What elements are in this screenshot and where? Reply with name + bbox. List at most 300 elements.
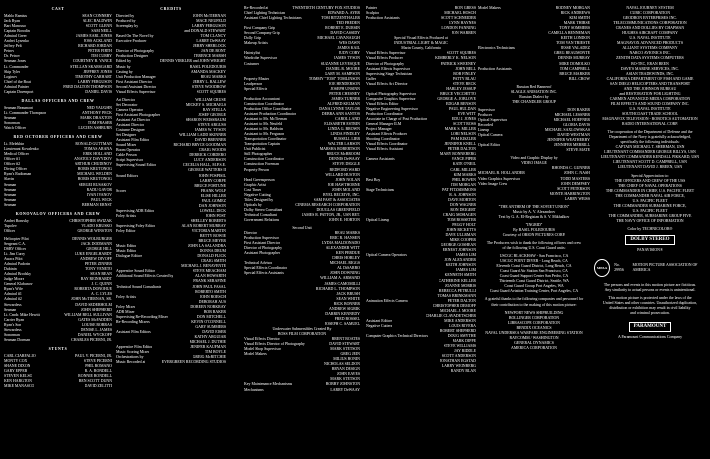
credit-name: JENIFER KAUFMAN <box>190 345 226 350</box>
credit-name: BRUCE MEYER <box>198 239 226 244</box>
section-heading: CAST <box>51 7 65 11</box>
centered-credit-line: THE COMMANDER SUBMARINE FORCE, <box>613 203 687 208</box>
credit-name: JOHN DOWNING <box>330 271 360 276</box>
credit-role: Construction Coordinator <box>244 157 284 162</box>
credit-role: Head Greensperson <box>244 177 275 182</box>
credit-name: PAUL V. PICERNI, JR. <box>75 353 112 358</box>
centered-credit-line: BENDIX OCEANICS <box>516 325 552 330</box>
credit-name: PAM KISZLER <box>450 137 476 142</box>
credit-name: JACK DODMANN <box>80 241 112 246</box>
credit-role: Bart Mancuso <box>4 24 26 29</box>
credit-name: GREIG McRITCHIE <box>192 355 226 360</box>
credit-role: Model Makers <box>244 352 267 357</box>
credit-name: BRUCE VECCHITTO <box>440 91 476 96</box>
credit-name: LARRY FERGUSON <box>191 24 226 29</box>
credit-role: Screenplay by <box>116 24 139 29</box>
credit-name: JOHN NOLAN <box>335 177 360 182</box>
credit-name: TOM CAMPBELL <box>559 66 590 71</box>
credit-name: CHRISTOPHER DEMOFF <box>432 303 476 308</box>
credit-role: Stage Technicians <box>366 187 395 192</box>
credit-name: MIKE ANDERSON <box>444 318 476 323</box>
centered-credit-line: U.S. NAVAL INSTITUTE <box>629 106 671 111</box>
credit-role: Captain Davenport <box>4 89 34 94</box>
credit-role: Music by <box>116 64 131 69</box>
credit-name: PAUL WICK <box>91 197 112 202</box>
credit-name: ANDREW SIGRIK <box>329 306 360 311</box>
centered-credit-line: and criminal prosecution. <box>630 311 670 316</box>
credit-row <box>4 384 112 389</box>
credit-role: Jeffrey Pelt <box>4 44 22 49</box>
credit-name: TOM CLANCY <box>200 34 226 39</box>
credit-role: Costumer <box>244 61 260 66</box>
credit-name: DAVID SEDERHOLM <box>75 302 112 307</box>
credit-name: SUZANNE LEVESQUE <box>320 61 360 66</box>
credit-name: ALEC BALDWIN <box>82 19 112 24</box>
credit-role: Lt. Commander Thompson <box>4 110 47 115</box>
credit-name: JOHN MOLAND <box>332 187 360 192</box>
credit-name: STEVE PICERNI <box>83 359 112 363</box>
mpaa-label: MOTION PICTURE ASSOCIATION OF AMERICA <box>632 263 698 273</box>
centered-credit-line: LIEUTENANT COMMANDER KENDALL PIKKARD, USN <box>600 155 700 160</box>
centered-credit-line: CUBIC CORPORATION <box>629 11 671 16</box>
centered-credit-line: RAYCOMM / WASHINGTON <box>509 335 559 340</box>
credit-name: LOWELL DICK <box>199 208 226 213</box>
credit-role: CARL CIARFALIO <box>4 353 36 358</box>
credit-name: JOSEF GEORGE <box>198 112 226 117</box>
credit-role: Skip Tyler <box>4 69 21 74</box>
credit-name: SEAN WHITE <box>336 296 360 301</box>
centered-credit-line: CAPTAIN MICHAEL T. SHERMAN, USN <box>615 145 685 150</box>
credit-name: TOMMY "TOM" TOMLINSON <box>308 76 360 81</box>
credit-role: Video Image Crew <box>478 181 508 186</box>
credit-name: PAT FITZSIMMONS <box>442 187 476 192</box>
credit-role: Supervising Re-Recording Mixer <box>116 314 168 319</box>
credit-role: Admiral #1 <box>4 292 22 297</box>
centered-credit-line: THE OFFICERS AND CREW OF THE USS <box>614 178 686 183</box>
credit-name: CAMELLA RENNEMAN <box>548 31 590 36</box>
credit-name: JOHN LA SALANDRA <box>187 244 226 249</box>
credit-name: STEVE MATE <box>566 148 590 153</box>
credit-name: JOHN PAUL FASAL <box>192 284 226 289</box>
credit-role: Wardrobe Supervisor <box>244 56 278 61</box>
credit-name: DERRICK CORDERO <box>189 153 226 158</box>
credit-role: Model Makers <box>478 6 501 10</box>
credit-name: KIM MARKS <box>453 172 476 177</box>
credit-name: JOE HAWTHORNE <box>327 182 360 187</box>
centered-credit-line: Courtesy of ORION PICTURES CORP. <box>502 232 566 237</box>
credit-name: ROBERT SHEPHERD <box>439 329 476 333</box>
credit-role: First Assistant Director <box>116 79 153 84</box>
centered-credit-line: LIEUTENANT DAVID J. BREEN, USN <box>617 165 683 170</box>
centered-credit-line: AND THE JOHNSON BUREAU <box>623 86 677 91</box>
credit-role: Production Assistants <box>478 66 512 71</box>
credit-name: LYNN HAYNES <box>449 21 476 26</box>
credit-name: PATRICK SWEENEY <box>440 61 476 66</box>
centered-credit-line: MAGNAVOX ADVANCED PRODUCTS <box>616 41 683 46</box>
credit-name: RAY STELLA <box>202 107 226 112</box>
credit-name: BERMAN ERNST <box>82 202 112 207</box>
credit-name: MICHAEL J. MOORE <box>439 308 476 313</box>
credit-name: PHIL ROMANO <box>85 364 112 369</box>
credit-role: Set Decorator <box>116 102 138 107</box>
centered-credit-line: Special Visual Effects Produced at <box>394 36 448 41</box>
credit-role: Optical Lineup <box>366 217 390 222</box>
credit-name: PETER ZINNER <box>84 262 112 267</box>
credit-role: Lieutenant Kovalenko <box>4 147 39 152</box>
credit-role: Best Boy <box>366 177 381 182</box>
credit-name: DENNIS WOLBURGER <box>72 236 112 241</box>
credit-name: RUSSELL LIEB <box>333 137 360 142</box>
credit-role: Property Master <box>244 76 270 81</box>
credit-role: Stewardess <box>4 302 22 307</box>
credit-name: BOBBY JOHNSTON <box>325 382 360 387</box>
credit-role: Supervising Foley Editor <box>116 223 156 228</box>
credit-name: DANIEL WYCKOFF <box>77 332 112 337</box>
credit-role: Ryan's Radioman <box>4 172 32 177</box>
credit-role: Production Office Coordinator <box>244 106 292 111</box>
section-heading: DALLAS OFFICERS AND CREW <box>21 98 95 103</box>
credit-name: EDGAR BENSON <box>446 101 476 106</box>
credit-role: Assistant to Mr. Ferguson <box>244 132 285 137</box>
credit-name: BORIS KRUTONOG <box>77 177 112 182</box>
credit-role: Special Effects Assistants <box>244 271 284 276</box>
credit-name: WILLIAM LADD SKINNER <box>179 133 226 138</box>
credit-role: Second Assistant Director <box>116 84 157 89</box>
spacer <box>4 131 112 134</box>
credit-role: MIKE MANASCO <box>4 384 35 389</box>
credit-role: Assistant Editors <box>366 318 393 323</box>
credit-name: EDWARD A. AYER <box>327 11 360 16</box>
credit-name: MARK STETSON <box>330 347 360 352</box>
credit-name: TIM MORGAN <box>450 182 476 187</box>
centered-credit-line: NEWPORT NEWS SHIPBUILDING <box>504 310 564 315</box>
credit-role: Production Assistants <box>366 16 400 21</box>
credit-role: Costume Designer <box>116 128 145 133</box>
credit-name: JUDY CORY <box>338 51 360 56</box>
credit-name: ERIK HOLLAND <box>83 152 112 157</box>
centered-credit-line: NARCO AVIONICS INC. <box>629 51 671 56</box>
credit-name: KEVIN O'CONNELL <box>191 319 226 324</box>
credits-column-6 <box>594 6 706 340</box>
credit-role: Carrier Ryan <box>4 317 25 322</box>
centered-credit-line: Russian Red Bannerof <box>516 84 552 89</box>
credit-role: Assistant to Mr. McTiernan <box>244 117 287 122</box>
credit-name: DOREEN NORKRAY <box>190 304 226 309</box>
credit-name: JOHN POSPISIL <box>198 173 226 178</box>
credit-role: Optical Editor <box>478 143 501 148</box>
credit-name: KIMBERLY K. NELSON <box>435 56 476 61</box>
centered-credit-line: THE CHIEF OF NAVAL OPERATIONS <box>618 183 682 188</box>
credit-role: Computer Graphics Technical Directors <box>366 334 428 339</box>
centered-credit-line: Video and Graphic Display by <box>510 156 558 161</box>
logo-icon: PARAMOUNT <box>629 322 672 332</box>
credit-name: LUCY ANDERSON <box>193 158 226 163</box>
credit-role: First Assistant Director <box>244 241 281 246</box>
credit-name: GEORGE HILL <box>86 247 112 252</box>
credit-role: Transportation Coordinator <box>244 137 287 142</box>
credit-name: BEAU MARKS <box>334 231 360 236</box>
credit-name: ALFRED KELMAN <box>327 101 360 106</box>
credit-name: FRED BOSSEL <box>334 316 360 321</box>
logo-block <box>594 235 706 245</box>
credit-name: J. C. QUINN <box>91 282 112 287</box>
credit-name: VANCE PIPER <box>451 157 476 162</box>
credit-name: AL DiSARRO <box>337 266 360 271</box>
credit-name: BRYAN DESIGN <box>331 367 360 372</box>
spacer <box>4 95 112 98</box>
credit-name: MICHAEL J. BENAVENTE <box>181 264 226 269</box>
credit-name: FRANK SERAFINE <box>193 279 226 284</box>
centered-credit-line: GEODRON ENTERPRISES INC. <box>623 16 677 21</box>
credit-name: HARLEY JESSUP <box>446 86 476 91</box>
credit-name: CRAIG WOODS <box>198 148 226 153</box>
section-heading: STUNTS <box>48 346 68 351</box>
credit-name: BRENT BOATES <box>331 337 360 342</box>
credit-name: LYDIA MALDONADO <box>322 241 360 246</box>
credit-role: Diving Officer <box>4 167 27 172</box>
credit-name: MONTE HARRINGTON <box>549 191 590 196</box>
credit-role: Dolby Stereo Consultant <box>244 207 283 212</box>
credit-role: Director of Photography <box>366 61 405 66</box>
credit-name: RICHARD JORDAN <box>78 44 112 49</box>
credit-role: Music Recorded at <box>116 360 146 365</box>
credit-name: BEDFORD WARD <box>329 167 360 172</box>
credit-role: Casting by <box>116 69 133 74</box>
centered-credit-line: NAVAL UNDERSEA WARFARE ENGINEERING STATION <box>485 330 583 335</box>
credit-name: LUCIEN ASHBURN <box>78 126 112 131</box>
credits-column-3 <box>244 6 360 393</box>
credit-name: REBECCA PETRULLI <box>438 288 476 293</box>
credit-role: Optical Supervisor <box>478 117 508 122</box>
credit-role: Seaman <box>4 202 17 207</box>
credit-name: GLORIA DAVIS <box>563 123 590 128</box>
centered-credit-line: GENERAL DYNAMICS <box>514 340 554 345</box>
credit-role: Executive Producer <box>116 39 147 44</box>
centered-credit-line: Music by A. V. Alexandrov <box>512 209 556 214</box>
credit-name: JERRY L. BALLEW <box>192 79 226 84</box>
credit-name: LUKE ENGELHARDT <box>74 252 112 257</box>
credit-row <box>366 369 476 374</box>
centered-credit-line: CRANES AND DOLLIES BY CHAPMAN <box>615 26 685 31</box>
credit-name: RICK BONNER <box>333 301 360 306</box>
credit-role: Loginov <box>4 74 18 79</box>
credit-name: KENNETH SMITH <box>444 273 476 278</box>
credit-role: Titles Designed by <box>244 197 274 202</box>
credit-role: Sound Mixer <box>116 143 137 148</box>
credit-name: MIKE COOPER <box>449 238 476 243</box>
credit-name: KEN PERDUE <box>335 251 360 256</box>
credit-name: SHARON WEISSBAUM <box>185 117 226 122</box>
credit-name: BRUCE McBROOM <box>326 152 360 157</box>
credit-role: Supervising Stage Technician <box>366 71 413 76</box>
centered-credit-line: THE COMMANDER IN CHIEF, U.S. PACIFIC FLEET <box>605 188 695 193</box>
credit-role: Medical Officer <box>4 152 29 157</box>
centered-credit-line: ZENITH DATA SYSTEMS COMPUTERS <box>616 56 684 61</box>
credit-name: DAVID STEWART <box>329 342 360 347</box>
credit-role: Supervising Sound Editor <box>116 163 157 168</box>
credit-name: TED FREDEN <box>336 21 360 26</box>
credit-name: SCOTT SQUIRES <box>446 51 476 56</box>
credit-role: Script Supervisor <box>116 158 144 163</box>
credit-name: R. A. JOHNSON <box>449 192 476 197</box>
section-heading: KONOVALOV OFFICERS AND CREW <box>15 211 101 216</box>
credit-name: JENNIFER MERRILL <box>554 143 590 148</box>
credit-role: Director <box>244 231 257 236</box>
credit-name: DENNIS DeWAAY <box>328 157 360 162</box>
credit-name: DANIEL R. MOORE <box>326 66 360 71</box>
credit-name: STEVE WILLIAMS <box>443 344 476 349</box>
centered-credit-line: Coast Guard Support Center San Pedro, CA <box>499 274 569 279</box>
credit-role: Camera Operator <box>116 107 143 112</box>
credit-role: Slavin <box>4 177 14 182</box>
centered-credit-line: BOSS FILM CORPORATION <box>277 332 327 336</box>
credit-name: STEVE MEACHAM <box>192 269 226 274</box>
centered-credit-line: A grateful thanks to the following companies and personnel for <box>484 297 584 302</box>
credit-role: KEN HARGTON <box>4 379 32 384</box>
credit-role: MONTY COX <box>4 359 28 363</box>
credit-role: Technical Advisor <box>244 261 273 266</box>
credit-name: SCOTT ANDERSON <box>441 354 476 359</box>
credit-role: Petrov <box>4 49 15 54</box>
credit-name: FRED DALTON THOMPSON <box>63 84 112 89</box>
credit-name: BOB BAKER <box>203 309 226 314</box>
credit-name: JAMES TURNER <box>331 96 360 101</box>
credit-role: Chief Lighting Technician <box>244 11 285 16</box>
credit-name: WES DAWN <box>339 41 360 46</box>
centered-credit-line: HUGHES AIRCRAFT COMPANY <box>622 31 678 36</box>
credit-name: MICHAEL WELDEN <box>77 172 112 177</box>
credit-role: Leadperson <box>244 81 263 86</box>
centered-credit-line: Russian Dialect by <box>519 94 549 99</box>
credit-role: Assistant Effects Producer <box>366 132 408 137</box>
credit-name: JESSE VALADEZ <box>560 46 590 51</box>
credit-role: Dr. Petrov <box>4 54 20 59</box>
credit-name: GEORGE WATTERS II <box>188 168 226 173</box>
credit-role: Foley Mixer <box>116 304 136 309</box>
credit-role: Admiral #2 <box>4 297 22 302</box>
credit-role: MICHAEL B. HOLLANDER <box>478 171 525 176</box>
credit-role: Model Shop Supervisor <box>244 347 281 352</box>
credit-role: Lt. Cmdr. Mike Hewitt <box>4 312 40 317</box>
credit-name: CECELIA HALL, M.P.S.E. <box>182 163 226 168</box>
credit-name: MARK THIRSE <box>563 21 590 26</box>
centered-credit-line: "THE ANTHEM OF THE SOVIET UNION" <box>498 204 570 209</box>
credit-role: Andrei Bonrsky <box>4 218 29 223</box>
mpaa-number: No. 29956 <box>614 263 624 273</box>
credit-role: Apprentice Sound Editor <box>116 269 155 274</box>
centered-credit-line: their contribution to the making of this motion picture: <box>491 302 577 307</box>
credit-name: JAMES R. PATTON, JR., USN RET. <box>301 212 360 217</box>
credit-name: DARRIN KENNEDY <box>325 311 360 316</box>
credit-name: and DONALD STEWART <box>184 29 226 34</box>
credit-name: DONALD FLICK <box>197 254 226 259</box>
credit-role: Officer #1 <box>4 157 21 162</box>
credit-role: Assistant Art Director <box>116 117 151 122</box>
centered-credit-line: U.S. PACIFIC FLEET <box>632 198 668 203</box>
credit-name: JOHN McTIERNAN <box>192 14 226 19</box>
credit-name: GARY SUMMERS <box>195 324 226 329</box>
credit-role: Visual Effects Art Director <box>366 81 408 86</box>
credit-name: DEBORAH AUS <box>198 299 226 304</box>
credit-name: JOHN SHEPHERD <box>80 307 112 312</box>
credit-name: JAN DE BONT <box>201 49 226 54</box>
centered-credit-line: THE CHANDLER GROUP <box>512 99 556 104</box>
credit-role: First Assistant Photographer <box>116 112 161 117</box>
credit-role: Judge Moore <box>4 277 25 282</box>
credit-role: Lt. Melekhin <box>4 142 25 147</box>
credit-role: Painter <box>366 6 378 10</box>
centered-credit-line: Text by G. A. El-Registan & S. V. Mikhalkov <box>498 214 570 219</box>
credit-name: SCOTT SCHNEIDER <box>440 16 476 21</box>
credit-role: Camera Assistants <box>366 157 395 162</box>
centered-credit-line: of the following U.S. Coast Guard units: <box>502 246 566 251</box>
credit-name: ANDREW DIVOFF <box>79 257 112 262</box>
centered-credit-line: Any similarity to actual persons or events is unintentional. <box>604 288 696 293</box>
credit-name: MARK DRAXTON <box>80 115 112 120</box>
credit-role: Construction Coordinator <box>244 101 284 106</box>
credit-name: MIKE DOMOLKO <box>559 61 590 66</box>
credit-name: BEN SCOTT DUNN <box>78 379 112 384</box>
credit-role: Admiral Greer <box>4 34 27 39</box>
centered-credit-line: Coast Guard Group Port Angeles, WA <box>504 284 564 289</box>
credit-name: IVAN IVANOV <box>86 192 112 197</box>
section-heading: CREDITS <box>160 7 182 11</box>
credit-role: Admiral Padorin <box>4 262 31 267</box>
credit-role: Foley Artists <box>116 294 136 299</box>
credit-role: Key Maintenance Mechanisms <box>244 382 293 387</box>
credit-name: CRAIG SMITH <box>200 259 226 264</box>
credit-name: LARRY WEINBERG <box>441 364 476 369</box>
credit-role: Assistant to Mr. Neufeld <box>244 122 283 127</box>
credit-name: PEGGY HOLT <box>452 223 476 228</box>
credit-name: RADU GAVOR <box>86 187 112 192</box>
credit-name: MARY BONNEBERG <box>439 152 476 157</box>
credit-name: TIM CURRY <box>90 54 112 59</box>
credit-name: EDU J. JONES <box>451 117 476 122</box>
centered-credit-line: LIBRASCOPE CORPORATION <box>508 320 560 325</box>
centered-credit-line: Coast Guard Air Station San Francisco, CA <box>500 269 568 274</box>
credit-name: JOHN ROESCH <box>199 294 226 299</box>
credit-role: Visual Effects Director of Photography <box>244 342 305 347</box>
centered-credit-line: SLAGLE ANIMATION INC. <box>510 89 558 94</box>
credit-role: Visual Effects Assistant <box>366 147 403 152</box>
credit-name: DAVID BRENNER <box>194 138 226 143</box>
centered-credit-line: Special Appreciation to: <box>631 173 669 178</box>
credit-name: A. C. LYLES <box>90 292 112 297</box>
centered-credit-line: United States and other countries. Unauthorized duplication, <box>602 301 698 306</box>
credit-name: ERIC R. HANSEN <box>329 236 360 241</box>
credit-name: BILL CROW <box>568 76 590 81</box>
centered-credit-line: SOUTHCOAST TRADE SCHOOL <box>621 111 679 116</box>
credit-name: DAN JOHNSON <box>198 203 226 208</box>
credit-name: JAMES TYSON <box>333 56 360 61</box>
credit-role: Awacs Pilot <box>4 257 23 262</box>
credit-name: LORI NELSON <box>450 132 476 137</box>
credit-name: LARRY DeWAAY <box>330 387 360 392</box>
credit-name: ALEXANDER WITT <box>325 246 360 251</box>
credit-name: NICHOLAS SELDON <box>324 362 360 367</box>
credit-name: JOHN BELL <box>455 66 476 71</box>
credit-name: JERRY SHERLOCK <box>192 44 226 49</box>
credit-name: VICTORIA MARTIN <box>191 229 226 234</box>
credit-role: Sculptor <box>366 11 380 16</box>
credit-name: WILLARD HUSTON <box>325 172 360 177</box>
credit-name: BASIL POLEDOURIS <box>189 64 226 69</box>
credit-name: JENNIFER KNELL <box>444 142 476 147</box>
credit-name: WILLIAM BELL SULLIVAN <box>64 312 112 317</box>
centered-credit-line: USCGC BLACKHAW - San Francisco, CA <box>499 254 569 259</box>
credit-name: MICHAEL HOSCH <box>444 11 476 16</box>
